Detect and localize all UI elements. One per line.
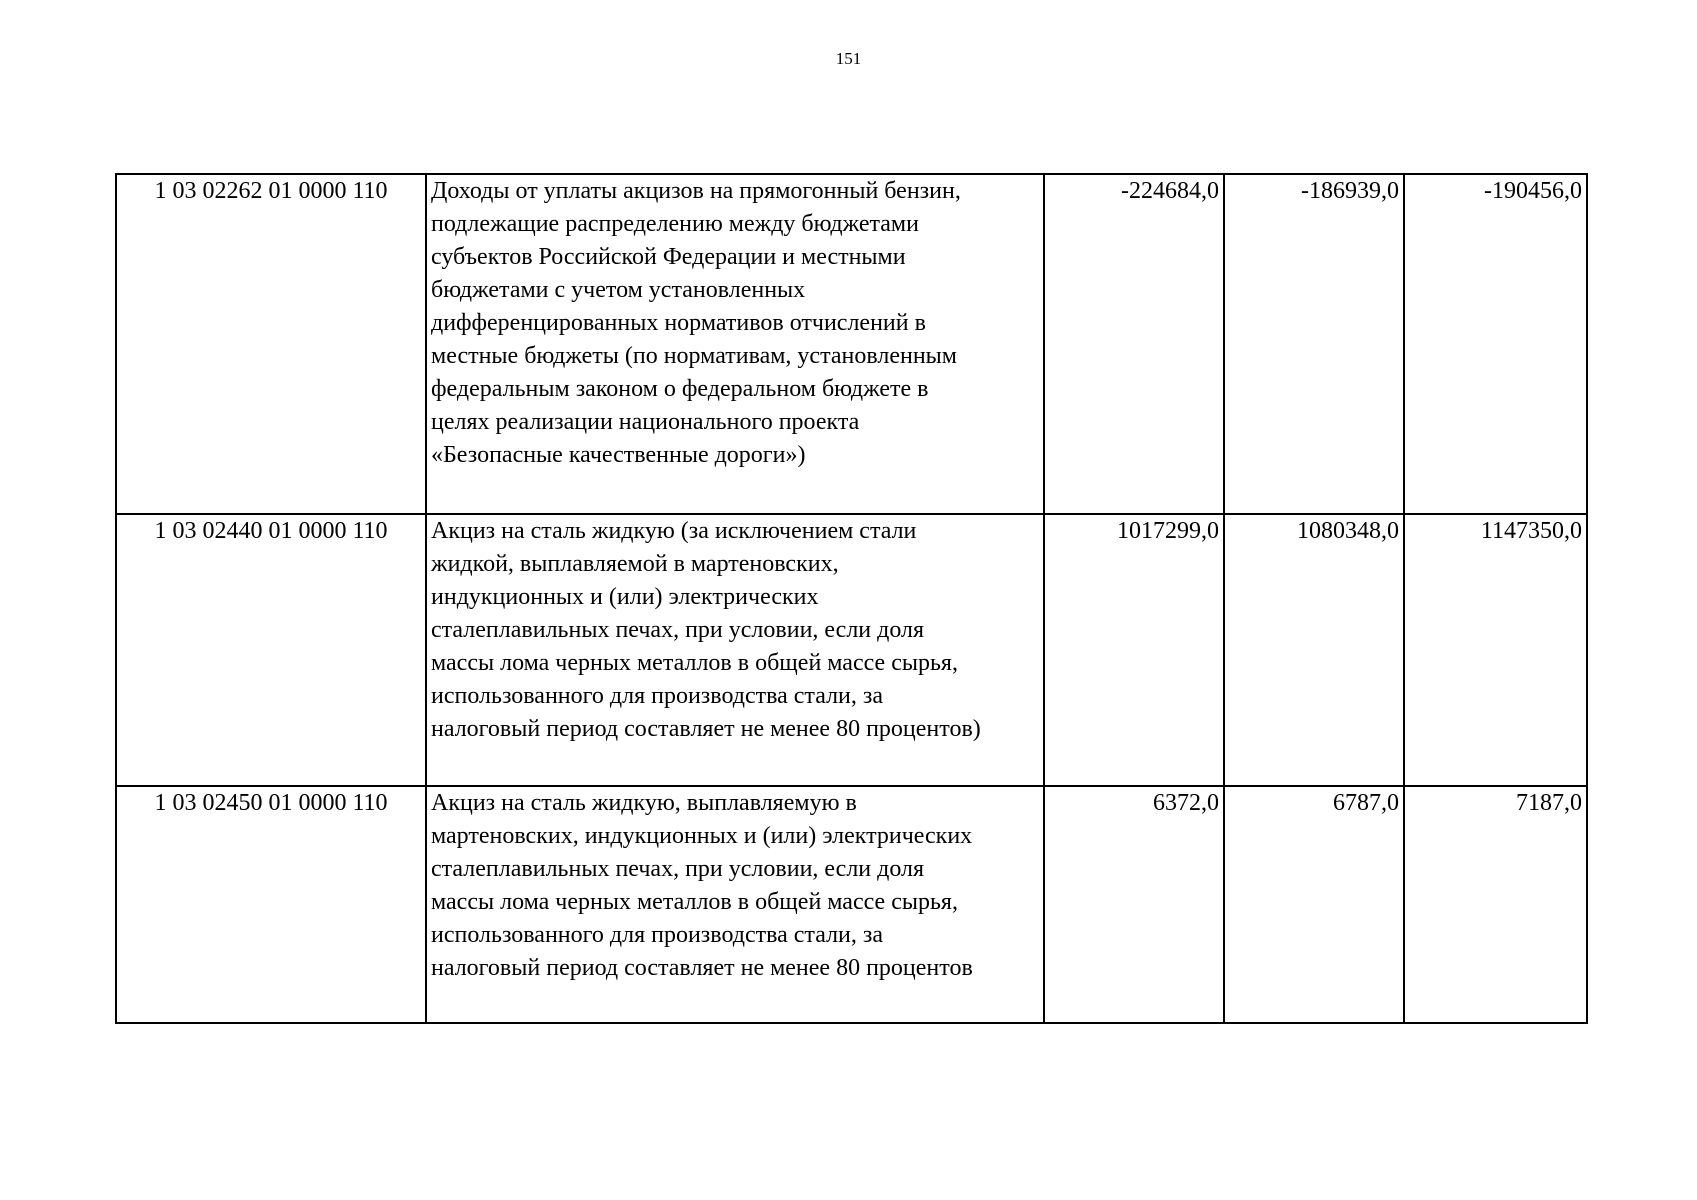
- description-line: индукционных и (или) электрических: [431, 584, 819, 610]
- table-row: [116, 514, 1587, 786]
- description-cell: [426, 786, 1044, 1023]
- value-cell-3: -190456,0: [1404, 174, 1587, 514]
- description-line: Акциз на сталь жидкую, выплавляемую в: [431, 790, 857, 816]
- value-cell-1: -224684,0: [1044, 174, 1224, 514]
- description-line: Доходы от уплаты акцизов на прямогонный бензин,: [431, 178, 961, 204]
- table-row: [116, 786, 1587, 1023]
- description-line: целях реализации национального проекта: [431, 409, 860, 435]
- value-cell-1: 6372,0: [1044, 786, 1224, 1023]
- budget-code-cell: 1 03 02440 01 0000 110: [116, 514, 426, 786]
- description-line: использованного для производства стали, за: [431, 922, 884, 948]
- description-line: массы лома черных металлов в общей массе сырья,: [431, 650, 958, 676]
- description-line: местные бюджеты (по нормативам, установленным: [431, 343, 957, 369]
- description-line: налоговый период составляет не менее 80 процентов: [431, 955, 973, 981]
- description-line: бюджетами с учетом установленных: [431, 277, 806, 303]
- description-line: массы лома черных металлов в общей массе сырья,: [431, 889, 958, 915]
- value-cell-2: -186939,0: [1224, 174, 1404, 514]
- budget-code-cell: 1 03 02450 01 0000 110: [116, 786, 426, 1023]
- description-line: субъектов Российской Федерации и местными: [431, 244, 906, 270]
- description-line: подлежащие распределению между бюджетами: [431, 211, 919, 237]
- description-line: сталеплавильных печах, при условии, если доля: [431, 856, 925, 882]
- description-line: «Безопасные качественные дороги»): [431, 442, 806, 468]
- value-cell-1: 1017299,0: [1044, 514, 1224, 786]
- description-line: жидкой, выплавляемой в мартеновских,: [431, 551, 839, 577]
- description-line: налоговый период составляет не менее 80 процентов): [431, 716, 981, 742]
- page-number: 151: [835, 49, 862, 68]
- description-line: использованного для производства стали, за: [431, 683, 884, 709]
- description-cell: [426, 174, 1044, 514]
- budget-code-cell: 1 03 02262 01 0000 110: [116, 174, 426, 514]
- value-cell-3: 7187,0: [1404, 786, 1587, 1023]
- value-cell-2: 1080348,0: [1224, 514, 1404, 786]
- value-cell-2: 6787,0: [1224, 786, 1404, 1023]
- description-line: сталеплавильных печах, при условии, если доля: [431, 617, 925, 643]
- description-line: Акциз на сталь жидкую (за исключением стали: [431, 518, 917, 544]
- value-cell-3: 1147350,0: [1404, 514, 1587, 786]
- table-row: [116, 174, 1587, 514]
- description-line: федеральным законом о федеральном бюджете в: [431, 376, 929, 402]
- description-line: мартеновских, индукционных и (или) электрических: [431, 823, 973, 849]
- budget-revenue-table: [115, 173, 1588, 1024]
- description-cell: [426, 514, 1044, 786]
- description-line: дифференцированных нормативов отчислений в: [431, 310, 926, 336]
